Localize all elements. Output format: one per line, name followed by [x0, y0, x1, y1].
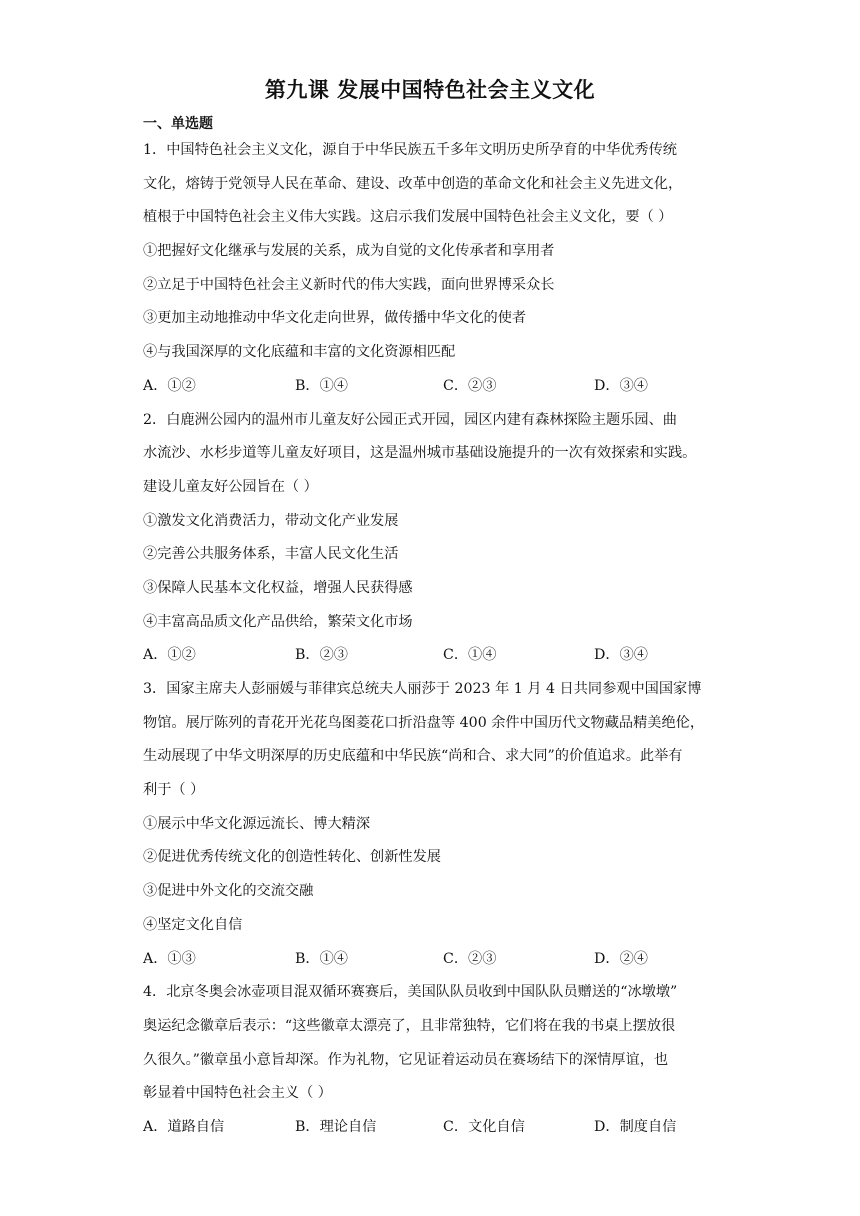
option-d: D．③④ [594, 647, 648, 664]
question-stem-line: 生动展现了中华文明深厚的历史底蕴和中华民族“尚和合、求大同”的价值追求。此举有 [143, 748, 683, 765]
statement-item: ③保障人民基本文化权益，增强人民获得感 [143, 579, 413, 596]
question-stem-line: 建设儿童友好公园旨在（ ） [143, 478, 318, 495]
answer-options [143, 373, 723, 407]
statement-item: ①展示中华文化源远流长、博大精深 [143, 815, 371, 832]
option-a: A．①② [143, 647, 196, 664]
question-stem-line: 水流沙、水杉步道等儿童友好项目，这是温州城市基础设施提升的一次有效探索和实践。 [143, 445, 697, 462]
question-4 [143, 979, 723, 1147]
option-c: C．文化自信 [443, 1118, 525, 1135]
statement-item: ④坚定文化自信 [143, 916, 243, 933]
question-stem-line: 彰显着中国特色社会主义（ ） [143, 1085, 332, 1102]
answer-options [143, 642, 723, 676]
statement-item: ④与我国深厚的文化底蕴和丰富的文化资源相匹配 [143, 344, 456, 361]
question-stem-line: 物馆。展厅陈列的青花开光花鸟图菱花口折沿盘等 400 余件中国历代文物藏品精美绝伦， [143, 714, 705, 731]
question-stem-line: 奥运纪念徽章后表示：“这些徽章太漂亮了，且非常独特，它们将在我的书桌上摆放很 [143, 1017, 676, 1034]
statement-item: ①激发文化消费活力，带动文化产业发展 [143, 512, 399, 529]
question-stem-line: 利于（ ） [143, 782, 205, 799]
option-c: C．①④ [443, 647, 497, 664]
question-2 [143, 407, 723, 677]
question-stem-line: 植根于中国特色社会主义伟大实践。这启示我们发展中国特色社会主义文化，要（ ） [143, 209, 673, 226]
question-list [143, 137, 723, 1148]
option-c: C．②③ [443, 950, 497, 967]
option-d: D．制度自信 [594, 1118, 677, 1135]
question-stem-line: 3．国家主席夫人彭丽媛与菲律宾总统夫人丽莎于 2023 年 1 月 4 日共同参观中国国家博 [143, 681, 702, 697]
statement-item: ②立足于中国特色社会主义新时代的伟大实践，面向世界博采众长 [143, 276, 555, 293]
question-stem-line: 文化，熔铸于党领导人民在革命、建设、改革中创造的革命文化和社会主义先进文化， [143, 175, 683, 192]
question-1 [143, 137, 723, 407]
answer-options [143, 946, 723, 980]
statement-item: ②完善公共服务体系，丰富人民文化生活 [143, 546, 399, 563]
statement-item: ④丰富高品质文化产品供给，繁荣文化市场 [143, 613, 413, 630]
option-b: B．理论自信 [295, 1118, 377, 1135]
option-d: D．②④ [594, 950, 648, 967]
option-d: D．③④ [594, 377, 648, 394]
question-stem-line: 久很久。”徽章虽小意旨却深。作为礼物，它见证着运动员在赛场结下的深情厚谊，也 [143, 1051, 669, 1068]
option-a: A．①② [143, 377, 196, 394]
statement-item: ③促进中外文化的交流交融 [143, 883, 314, 900]
statement-item: ③更加主动地推动中华文化走向世界，做传播中华文化的使者 [143, 310, 527, 327]
answer-options [143, 1114, 723, 1148]
statement-item: ①把握好文化继承与发展的关系，成为自觉的文化传承者和享用者 [143, 243, 555, 260]
question-stem-line: 1．中国特色社会主义文化，源自于中华民族五千多年文明历史所孕育的中华优秀传统 [143, 142, 677, 158]
question-stem-line: 4．北京冬奥会冰壶项目混双循环赛赛后，美国队队员收到中国队队员赠送的“冰墩墩” [143, 984, 678, 1001]
section-heading: 一、单选题 [143, 116, 213, 132]
option-a: A．道路自信 [143, 1118, 225, 1135]
option-b: B．①④ [295, 377, 348, 394]
option-b: B．①④ [295, 950, 348, 967]
option-a: A．①③ [143, 950, 196, 967]
question-3 [143, 676, 723, 979]
question-stem-line: 2．白鹿洲公园内的温州市儿童友好公园正式开园，园区内建有森林探险主题乐园、曲 [143, 411, 677, 428]
statement-item: ②促进优秀传统文化的创造性转化、创新性发展 [143, 849, 441, 866]
page-title: 第九课 发展中国特色社会主义文化 [264, 78, 596, 102]
option-c: C．②③ [443, 377, 497, 394]
option-b: B．②③ [295, 647, 348, 664]
